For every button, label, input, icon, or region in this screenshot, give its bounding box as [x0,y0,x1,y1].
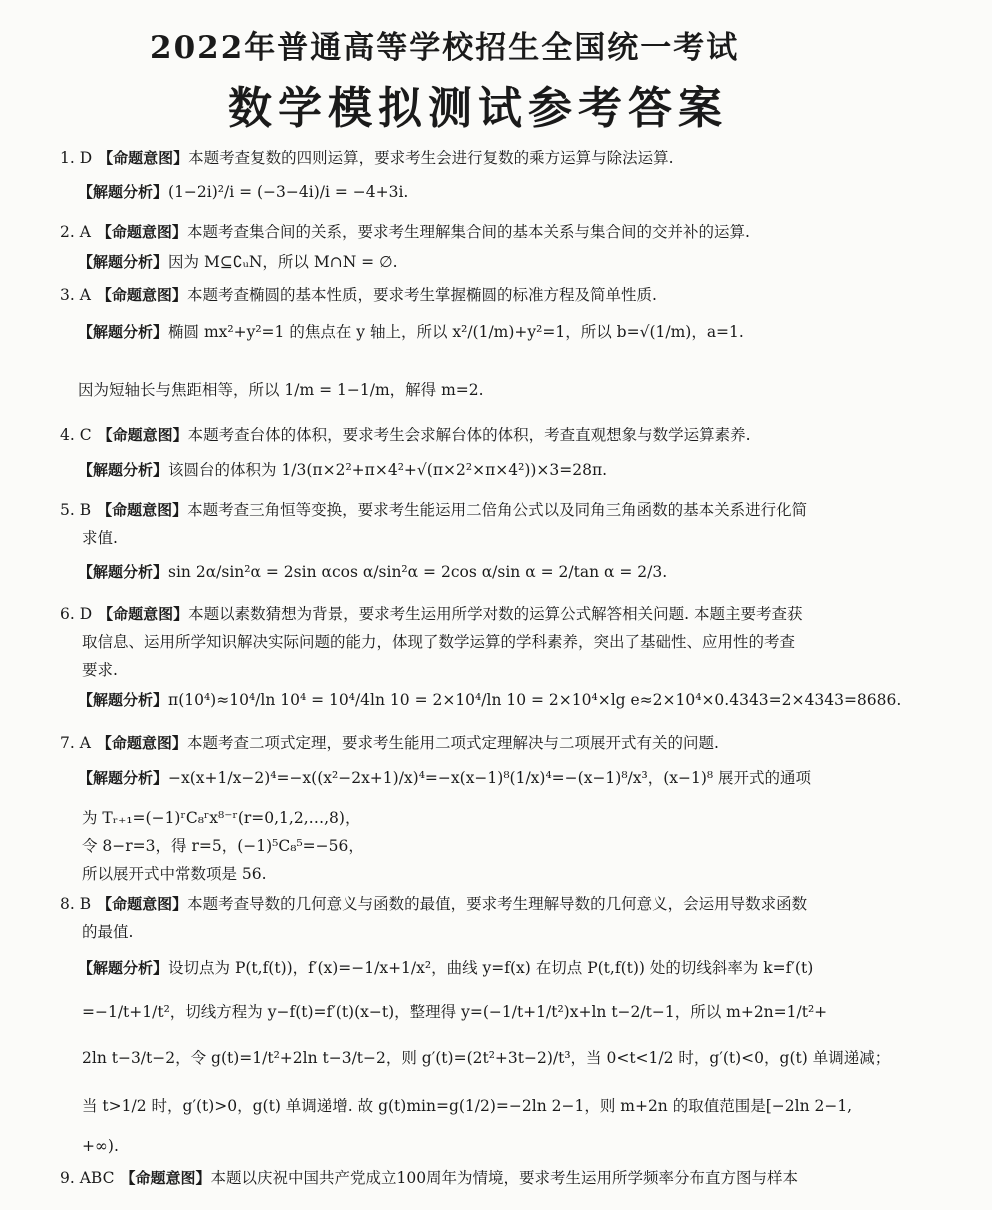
q6-analysis: 【解题分析】π(10⁴)≈10⁴/ln 10⁴ = 10⁴/4ln 10 = 2×10⁴/ln 10 = 2×10⁴×lg e≈2×10⁴×0.4343=2×4343=8686. [78,691,902,709]
q9-intent: 9. ABC 【命题意图】本题以庆祝中国共产党成立100周年为情境，要求考生运用所学频率分布直方图与样本 [60,1169,799,1187]
q8-intent: 8. B 【命题意图】本题考查导数的几何意义与函数的最值，要求考生理解导数的几何意义，会运用导数求函数 [60,895,808,913]
q6-intent: 6. D 【命题意图】本题以素数猜想为背景，要求考生运用所学对数的运算公式解答相关问题. 本题主要考查获 [60,605,803,623]
q5-analysis: 【解题分析】sin 2α/sin²α = 2sin αcos α/sin²α = 2cos α/sin α = 2/tan α = 2/3. [78,563,668,581]
q1-number: 1. D [60,149,93,167]
q5-intent: 5. B 【命题意图】本题考查三角恒等变换，要求考生能运用二倍角公式以及同角三角函数的基本关系进行化简 [60,501,808,519]
q3-analysis: 【解题分析】椭圆 mx²+y²=1 的焦点在 y 轴上，所以 x²/(1/m)+y²=1，所以 b=√(1/m)，a=1. [78,323,744,341]
q8-analysis-line2: =−1/t+1/t²，切线方程为 y−f(t)=f′(t)(x−t)，整理得 y=(−1/t+1/t²)x+ln t−2/t−1，所以 m+2n=1/t²+ [82,1003,828,1021]
q5-intent-cont: 求值. [82,529,118,547]
q7-intent: 7. A 【命题意图】本题考查二项式定理，要求考生能用二项式定理解决与二项展开式有关的问题. [60,734,719,752]
q7-analysis-line2: 为 Tᵣ₊₁=(−1)ʳC₈ʳx⁸⁻ʳ(r=0,1,2,…,8)， [82,809,361,827]
q8-analysis-line4: 当 t>1/2 时，g′(t)>0，g(t) 单调递增. 故 g(t)min=g(1/2)=−2ln 2−1，则 m+2n 的取值范围是[−2ln 2−1, [82,1097,853,1115]
q7-analysis-line3: 令 8−r=3，得 r=5，(−1)⁵C₈⁵=−56， [82,837,364,855]
q7-analysis: 【解题分析】−x(x+1/x−2)⁴=−x((x²−2x+1)/x)⁴=−x(x−1)⁸(1/x)⁴=−(x−1)⁸/x³，(x−1)⁸ 展开式的通项 [78,769,812,787]
q1-intent: 1. D 【命题意图】本题考查复数的四则运算，要求考生会进行复数的乘方运算与除法运算. [60,149,674,167]
q1-analysis: 【解题分析】(1−2i)²/i = (−3−4i)/i = −4+3i. [78,183,409,201]
q4-intent: 4. C 【命题意图】本题考查台体的体积，要求考生会求解台体的体积，考查直观想象与数学运算素养. [60,426,751,444]
q6-intent-cont: 取信息、运用所学知识解决实际问题的能力，体现了数学运算的学科素养，突出了基础性、应用性的考查 [82,633,796,651]
q7-analysis-line4: 所以展开式中常数项是 56. [82,865,267,883]
q8-intent-cont: 的最值. [82,923,134,941]
q4-analysis: 【解题分析】该圆台的体积为 1/3(π×2²+π×4²+√(π×2²×π×4²))×3=28π. [78,461,608,479]
q8-analysis-line5: +∞). [82,1137,119,1155]
q2-analysis: 【解题分析】因为 M⊆∁ᵤN，所以 M∩N = ∅. [78,253,398,271]
q3-analysis-cont: 因为短轴长与焦距相等，所以 1/m = 1−1/m，解得 m=2. [78,381,484,399]
q6-intent-cont2: 要求. [82,661,118,679]
q8-analysis-line3: 2ln t−3/t−2，令 g(t)=1/t²+2ln t−3/t−2，则 g′(t)=(2t²+3t−2)/t³，当 0<t<1/2 时，g′(t)<0，g(t) 单调递减； [82,1049,891,1067]
answer-title: 数学模拟测试参考答案 [228,83,728,134]
q8-analysis: 【解题分析】设切点为 P(t,f(t))，f′(x)=−1/x+1/x²，曲线 y=f(x) 在切点 P(t,f(t)) 处的切线斜率为 k=f′(t) [78,959,814,977]
exam-title: 2022年普通高等学校招生全国统一考试 [150,30,740,66]
q2-intent: 2. A 【命题意图】本题考查集合间的关系，要求考生理解集合间的基本关系与集合间的交并补的运算. [60,223,750,241]
q3-intent: 3. A 【命题意图】本题考查椭圆的基本性质，要求考生掌握椭圆的标准方程及简单性质. [60,286,657,304]
